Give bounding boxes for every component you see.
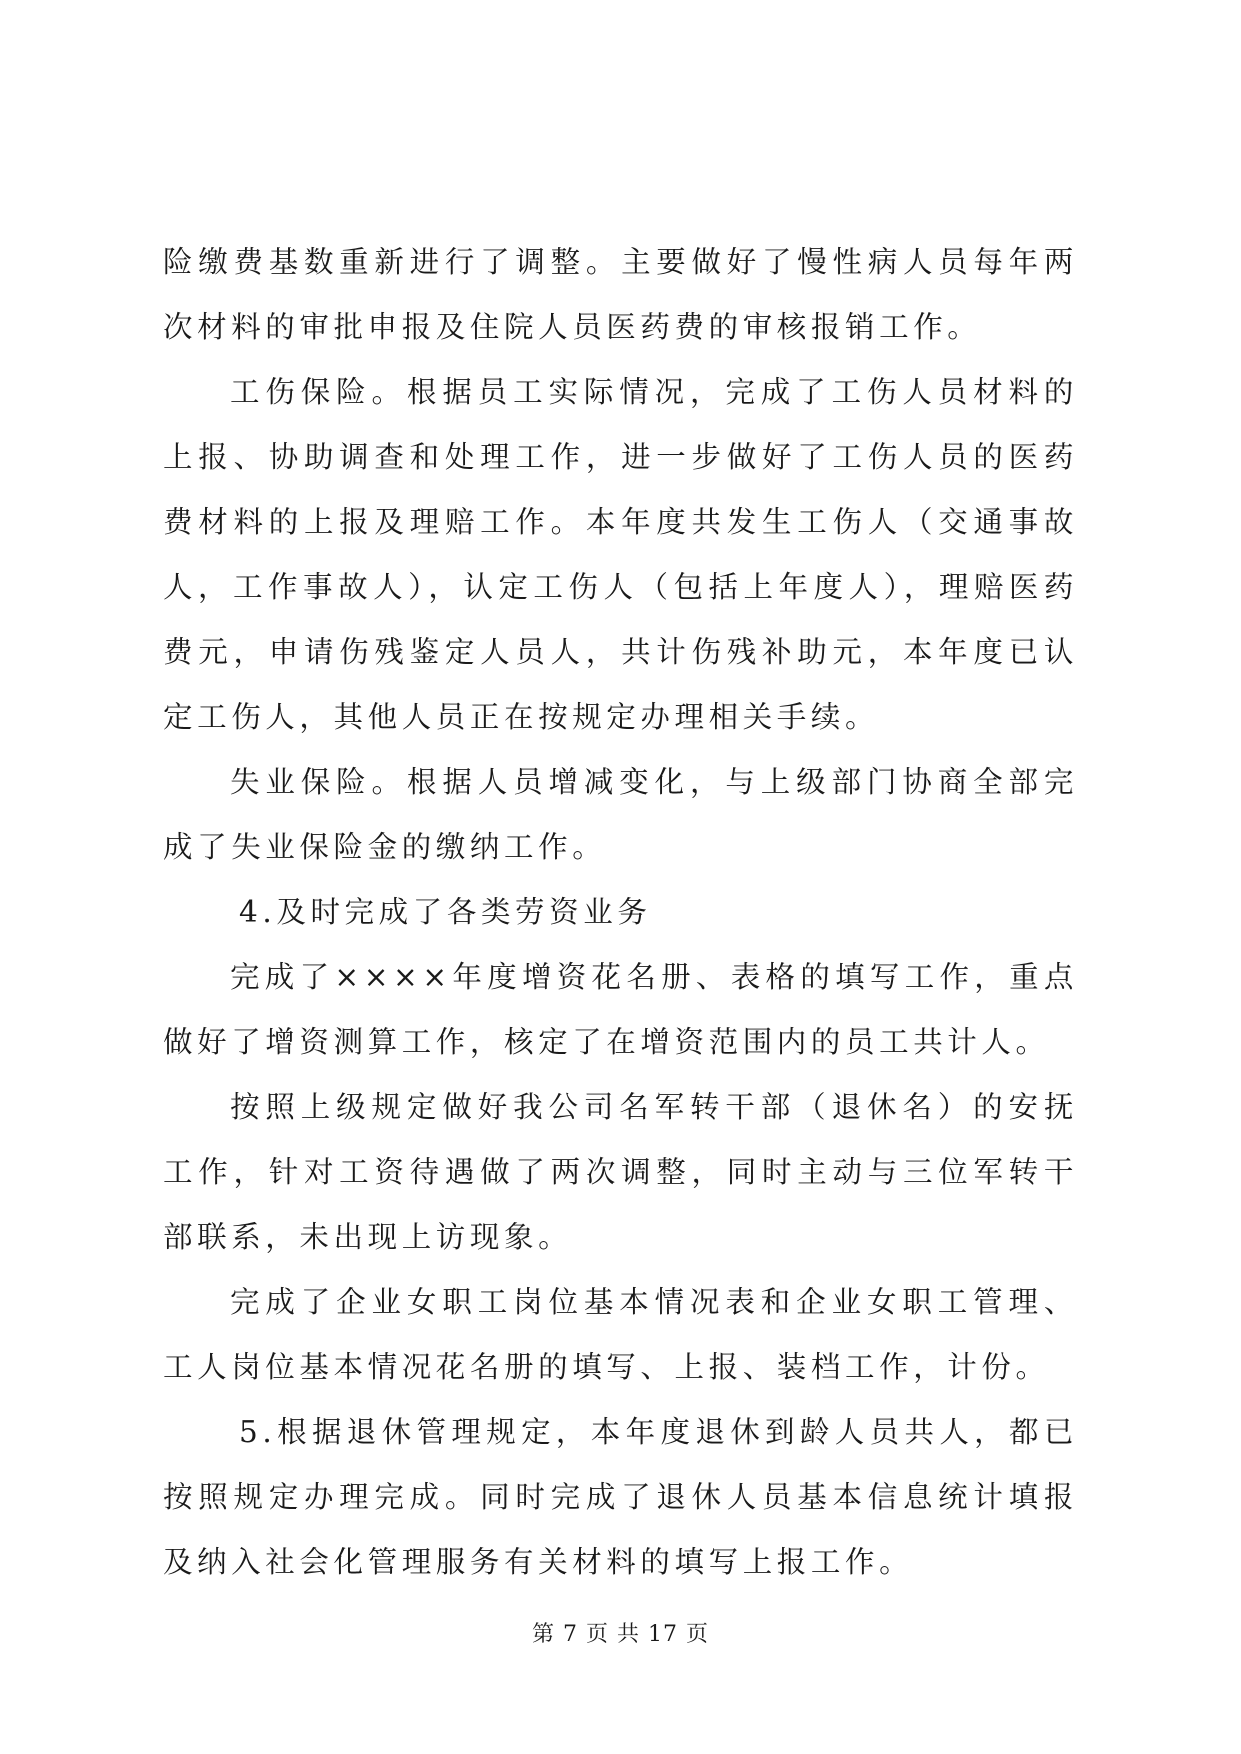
document-body: [163, 230, 1078, 1595]
paragraph-6: 按照上级规定做好我公司名军转干部（退休名）的安抚工作，针对工资待遇做了两次调整，同时主动与三位军转干部联系，未出现上访现象。: [163, 1090, 1078, 1254]
paragraph-3: 失业保险。根据人员增减变化，与上级部门协商全部完成了失业保险金的缴纳工作。: [163, 765, 1078, 864]
page-footer: 第 7 页 共 17 页: [532, 1622, 709, 1647]
paragraph-7: 完成了企业女职工岗位基本情况表和企业女职工管理、工人岗位基本情况花名册的填写、上报、装档工作，计份。: [163, 1285, 1078, 1384]
paragraph-5: 完成了××××年度增资花名册、表格的填写工作，重点做好了增资测算工作，核定了在增资范围内的员工共计人。: [163, 960, 1078, 1059]
paragraph-1: 险缴费基数重新进行了调整。主要做好了慢性病人员每年两次材料的审批申报及住院人员医药费的审核报销工作。: [163, 245, 1078, 344]
paragraph-8: 5.根据退休管理规定，本年度退休到龄人员共人，都已按照规定办理完成。同时完成了退休人员基本信息统计填报及纳入社会化管理服务有关材料的填写上报工作。: [163, 1415, 1078, 1579]
paragraph-2: 工伤保险。根据员工实际情况，完成了工伤人员材料的上报、协助调查和处理工作，进一步做好了工伤人员的医药费材料的上报及理赔工作。本年度共发生工伤人（交通事故人，工作事故人），认定工伤人（包括上年度人），理赔医药费元，申请伤残鉴定人员人，共计伤残补助元，本年度已认定工伤人，其他人员正在按规定办理相关手续。: [163, 375, 1078, 734]
section-heading-4: 4.及时完成了各类劳资业务: [239, 895, 652, 929]
